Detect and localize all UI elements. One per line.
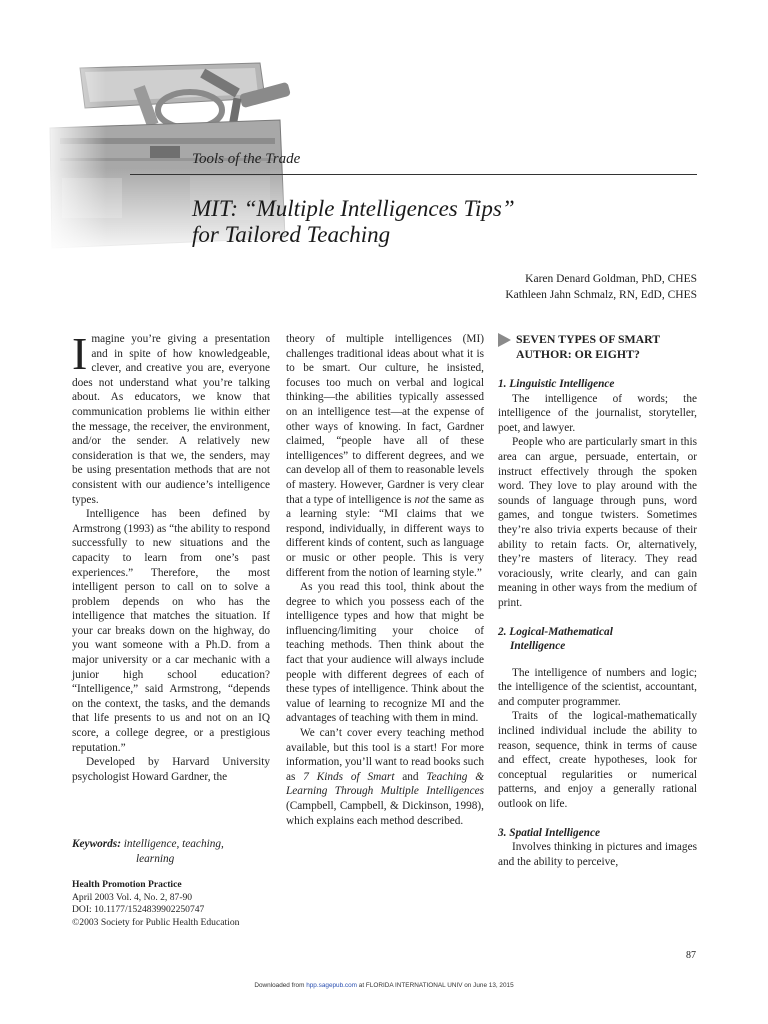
column-2 (286, 332, 484, 828)
journal-name: Health Promotion Practice (72, 879, 182, 890)
text-run: theory of multiple intelligences (MI) challenges traditional ideas about what it is to be smart. Our culture, he insisted, focuses too much on verbal and logical thinking—the abilities typically assessed on an intelligence test—at the expense of other ways of knowing. In fact, Gardner claimed, “people have all of these intelligences” to different degrees, and we can develop all of them to reasonable levels of mastery. However, Gardner is very clear that a type of intelligence is (286, 333, 484, 506)
author-1: Karen Denard Goldman, PhD, CHES (525, 273, 697, 285)
journal-doi: DOI: 10.1177/1524839902250747 (72, 904, 205, 916)
page-number: 87 (686, 950, 696, 961)
keywords-block (72, 837, 270, 867)
sidebar-heading-line-2: AUTHOR: OR EIGHT? (516, 346, 640, 361)
subsection-heading-line-2: Intelligence (510, 640, 566, 653)
paragraph: As you read this tool, think about the degree to which you possess each of the intelligence types and how that might be influencing/limiting your choice of teaching methods. Then think about the fact that your audience will always include people with different degrees of each of these types of intelligence. Think about the value of learning to recognize MI and the advantages of teaching with them in mind. (286, 581, 484, 725)
paragraph: The intelligence of words; the intelligence of the journalist, storyteller, poet, and lawyer. (498, 392, 697, 434)
keywords-label: Keywords: (72, 838, 121, 850)
author-list (505, 271, 697, 303)
subsection-heading: 3. Spatial Intelligence (498, 826, 600, 839)
author-2: Kathleen Jahn Schmalz, RN, EdD, CHES (505, 289, 697, 301)
title-line-2: for Tailored Teaching (192, 222, 391, 247)
sidebar-heading (498, 332, 697, 361)
paragraph: People who are particularly smart in this area can argue, persuade, entertain, or instruct effectively through the spoken word. They love to play around with the sounds of language through puns, word games, and tongue twisters. Sometimes they’re also trivia experts because of their ability to retain facts. Or, alternatively, they’re masters of literacy. They read voraciously, write clearly, and can gain meaning in other ways from the medium of print. (498, 436, 697, 609)
intro-paragraph (72, 328, 270, 507)
subsection-heading (498, 625, 697, 654)
text-run: and (394, 770, 427, 783)
journal-copyright: ©2003 Society for Public Health Education (72, 916, 240, 928)
column-3 (498, 332, 697, 869)
book-title: Teaching & Learning Through Multiple Intelligences (286, 770, 484, 798)
paragraph (286, 332, 484, 580)
keywords-line-1: intelligence, teaching, (123, 838, 224, 850)
book-title: 7 Kinds of Smart (303, 770, 395, 783)
text-run: We can’t cover every teaching method available, but this tool is a start! For more information, you’ll want to read books such as (286, 727, 484, 783)
emphasis: not (414, 493, 429, 506)
header-rule (130, 174, 697, 175)
subsection-heading: 1. Linguistic Intelligence (498, 378, 615, 390)
paragraph: The intelligence of numbers and logic; the intelligence of the scientist, accountant, and computer programmer. (498, 666, 697, 708)
download-footer (0, 982, 768, 989)
text-run: (Campbell, Campbell, & Dickinson, 1998), which explains each method described. (286, 800, 484, 827)
drop-cap: I (72, 328, 88, 379)
column-1 (72, 328, 270, 784)
sidebar-heading-line-1: SEVEN TYPES OF SMART (516, 332, 661, 346)
footer-link[interactable]: hpp.sagepub.com (306, 982, 358, 989)
journal-issue: April 2003 Vol. 4, No. 2, 87-90 (72, 891, 193, 903)
footer-text: at FLORIDA INTERNATIONAL UNIV on June 13, 2015 (357, 982, 514, 989)
spacer (498, 812, 697, 826)
subsection-heading-line-1: 2. Logical-Mathematical (498, 625, 613, 638)
paragraph: Intelligence has been defined by Armstrong (1993) as “the ability to respond successfully to new situations and the capacity to learn from one’s past experiences.” Therefore, the most intelligent person to call on to solve a problem depends on who has the intelligence that matches the situation. If your car breaks down on the highway, do you want someone with a Ph.D. from a major university or a car mechanic with a junior high school education? “Intelligence,” said Armstrong, “depends on the context, the tasks, and the demands that life presents to us and not on an IQ score, a college degree, or a prestigious reputation.” (72, 508, 270, 754)
article-title (192, 196, 672, 248)
keywords-line-2: learning (136, 853, 175, 865)
arrow-icon (498, 333, 511, 347)
spacer (498, 611, 697, 625)
text-run: the same as a learning style: “MI claims that we respond, individually, in different ways to different kinds of content, such as language or music or other people. This is very different from the notion of learning style.” (286, 493, 484, 579)
paragraph: Traits of the logical-mathematically inclined individual include the ability to reason, sequence, think in terms of cause and effect, create hypotheses, look for conceptual regularities or numerical patterns, and enjoy a generally rational outlook on life. (498, 710, 697, 811)
paragraph: Developed by Harvard University psychologist Howard Gardner, the (72, 756, 270, 783)
footer-text: Downloaded from (254, 982, 307, 989)
journal-info (72, 879, 277, 929)
intro-text: magine you’re giving a presentation and in spite of how knowledgeable, clever, and creative you are, everyone does not understand what you’re talking about. As educators, we know that communication problems lie within either the message, the receiver, the environment, and/or the sender. A relatively new consideration is that we, the senders, may be using presentation methods that are not consistent with our audience’s intelligence types. (72, 333, 270, 506)
paragraph (286, 726, 484, 828)
section-label: Tools of the Trade (192, 151, 301, 167)
paragraph: Involves thinking in pictures and images and the ability to perceive, (498, 841, 697, 868)
title-line-1: MIT: “Multiple Intelligences Tips” (192, 196, 515, 221)
